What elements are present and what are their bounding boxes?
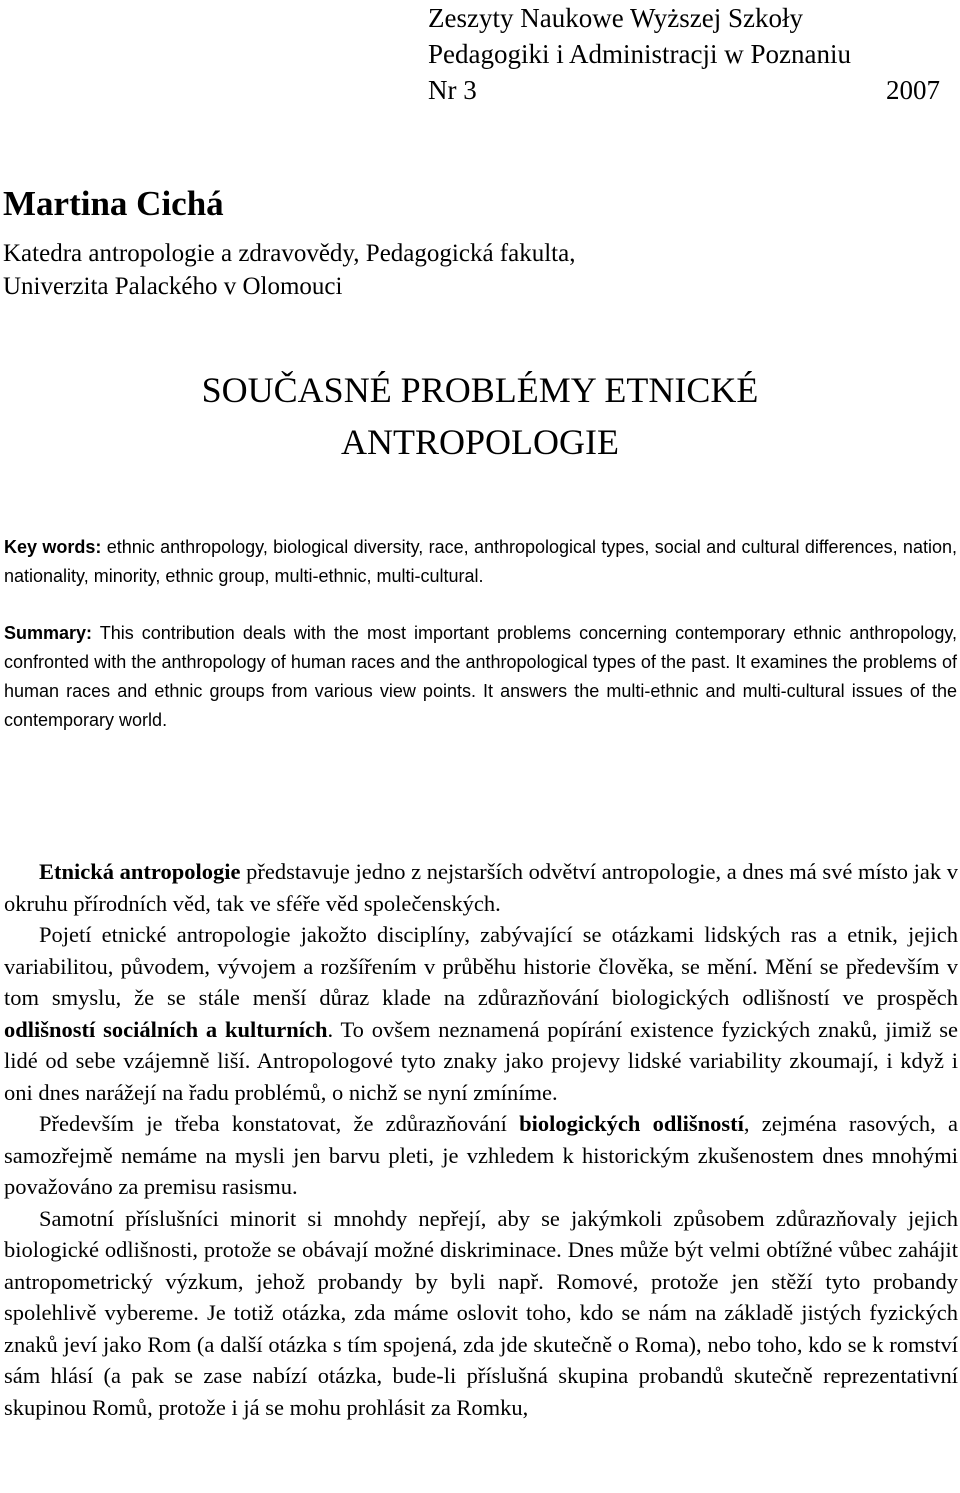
title-line2: ANTROPOLOGIE — [341, 422, 619, 462]
author-affiliation — [3, 237, 575, 303]
paragraph-2-text-b: . To ovšem neznamená popírání existence fyzických znaků, jimiž se lidé od sebe vzájemně liší. Antropologové tyto znaky jako projevy lidské variability zkoumají, i když i oni dnes narážejí na řadu problémů, o nichž se nyní zmíníme. — [4, 1016, 958, 1105]
paragraph-2-text-a: Pojetí etnické antropologie jakožto disciplíny, zabývající se otázkami lidských ras a etnik, jejich variabilitou, původem, vývojem a rozšířením v průběhu historie člověka, se mění. Mění se především v tom smyslu, že se stále menší důraz klade na zdůrazňování biologických odlišností ve prospěch — [4, 922, 958, 1010]
term-etnicka-antropologie: Etnická antropologie — [39, 859, 241, 884]
journal-header — [428, 0, 940, 108]
issue-row — [428, 72, 940, 108]
summary-label: Summary: — [4, 623, 93, 643]
title-line1: SOUČASNÉ PROBLÉMY ETNICKÉ — [201, 370, 759, 410]
affiliation-line1: Katedra antropologie a zdravovědy, Pedagogická fakulta, — [3, 240, 576, 267]
term-biological-differences: biologických odlišností — [519, 1111, 744, 1136]
body-paragraph-3 — [4, 1108, 958, 1203]
keywords-text: ethnic anthropology, biological diversity, race, anthropological types, social and cultural differences, nation, nationality, minority, ethnic group, multi-ethnic, multi-cultural. — [4, 537, 957, 586]
keywords-label: Key words: — [4, 537, 102, 557]
summary-section — [4, 619, 957, 735]
author-name: Martina Cichá — [3, 184, 224, 223]
article-title — [0, 364, 960, 468]
body-paragraph-1 — [4, 856, 958, 919]
issue-number: Nr 3 — [428, 75, 477, 105]
keywords-section — [4, 533, 957, 591]
term-social-cultural-differences: odlišností sociálních a kulturních — [4, 1016, 328, 1042]
article-body — [4, 856, 958, 1423]
paragraph-3-text-b: , zejména rasových, a samozřejmě nemáme na mysli jen barvu pleti, je vzhledem k historickým zkušenostem dnes mnohými považováno za premisu rasismu. — [4, 1111, 958, 1199]
journal-name-line2: Pedagogiki i Administracji w Poznaniu — [428, 39, 851, 69]
summary-text: This contribution deals with the most important problems concerning contemporary ethnic anthropology, confronted with the anthropology of human races and the anthropological types of the past. It examines the problems of human races and ethnic groups from various view points. It answers the multi-ethnic and multi-cultural issues of the contemporary world. — [4, 623, 957, 730]
paragraph-3-text-a: Především je třeba konstatovat, že zdůrazňování — [39, 1111, 520, 1136]
body-paragraph-4: Samotní příslušníci minorit si mnohdy nepřejí, aby se jakýmkoli způsobem zdůrazňovaly jejich biologické odlišnosti, protože se obávají možné diskriminace. Dnes může být velmi obtížné vůbec zahájit antropometrický výzkum, jehož probandy by byli např. Romové, protože jen stěží tyto probandy spolehlivě vybereme. Je totiž otázka, zda máme oslovit toho, kdo se nám na základě jistých fyzických znaků jeví jako Rom (a další otázka s tím spojená, zda jde skutečně o Roma), nebo toho, kdo se k romství sám hlásí (a pak se zase nabízí otázka, bude-li příslušná skupina probandů skutečně reprezentativní skupinou Romů, protože i já se mohu prohlásit za Romku, — [4, 1205, 958, 1420]
issue-year: 2007 — [886, 75, 940, 105]
affiliation-line2: Univerzita Palackého v Olomouci — [3, 273, 343, 300]
journal-name-line1: Zeszyty Naukowe Wyższej Szkoły — [428, 3, 804, 33]
paragraph-1-text: představuje jedno z nejstarších odvětví antropologie, a dnes má své místo jak v okruhu přírodních věd, tak ve sféře věd společenských. — [4, 859, 958, 916]
body-paragraph-2 — [4, 919, 958, 1108]
